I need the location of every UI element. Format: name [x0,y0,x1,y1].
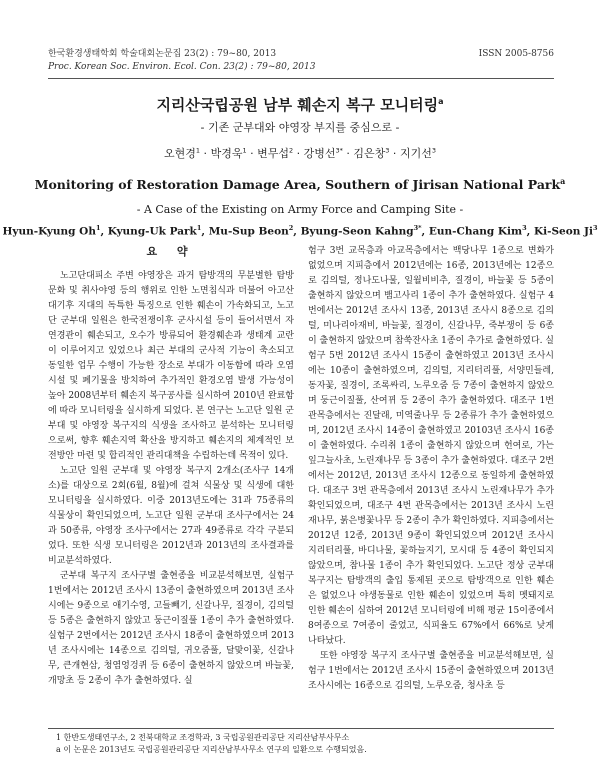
author-name: Hyun-Kyung Oh [2,225,96,238]
title-english-text: Monitoring of Restoration Damage Area, Southern of Jirisan National Park [34,177,561,193]
abstract-heading: 요 약 [146,245,196,258]
authors-english: Hyun-Kyung Oh$^1$, Kyung-Uk Park$^1$, Mu-Sup Beon$^2$, Byung-Seon Kahng$^{3*}$, Eun-Chang Kim$^3$, Ki-Seon Ji$^3$ [2,224,598,238]
authors-korean: 오현경$^1$ · 박경욱$^1$ · 변무섭$^2$ · 강병선$^{3*}$ · 김은창$^3$ · 지기선$^3$ [164,146,436,160]
footnote-affiliations: 1 한반도생태연구소, 2 전북대학교 조경학과, 3 국립공원관리공단 지리산남부사무소 [56,733,350,742]
author-name: Mu-Sup Beon [208,225,289,238]
title-korean-footnote-mark: a [438,97,444,106]
author-affiliation-mark: 3* [335,146,343,155]
author-name: 오현경 [164,147,196,160]
author-name: Byung-Seon Kahng [300,225,414,238]
author-affiliation-mark: 3 [431,146,436,155]
abstract-paragraph: 노고단대피소 주변 야영장은 과거 탐방객의 무분별한 탐방문화 및 취사야영 등의 행위로 인한 노면침식과 더불어 아고산대기후 지대의 독특한 특징으로 인한 훼손이 가속화되고, 노고단 군부대 일원은 한국전쟁이후 군사시설 등이 들어서면서 자연경관이 훼손되고, 오수가 방류되어 환경훼손과 생태계 교란이 이루어지고 있었으나 최근 부대의 군사적 기능이 축소되고 동일한 업무 수행이 가능한 장소로 부대가 이동함에 따라 오염시설 및 폐기물을 방치하여 추가적인 환경오염 발생 가능성이 높아 2008년부터 훼손지 복구공사를 실시하여 2010년 완료함에 따라 모니터링을 실시하게 되었다. 본 연구는 노고단 일원 군부대 및 야영장 복구지의 식생을 조사하고 분석하는 모니터링으로써, 향후 훼손지역 확산을 방지하고 훼손지의 체계적인 보전방안 마련 및 합리적인 관리대책을 수립하는데 목적이 있다. [48,271,294,461]
author-name: 변무섭 [257,147,289,160]
title-english [0,176,600,192]
author-affiliation-mark: 1 [242,146,247,155]
footnote-funding: a 이 논문은 2013년도 국립공원관리공단 지리산남부사무소 연구의 일환으로 수행되었음. [56,745,367,754]
author-affiliation-mark: 3 [385,146,390,155]
issn-label: ISSN 2005-8756 [478,49,554,59]
journal-header [48,48,554,74]
footnotes [56,732,367,756]
author-name: 강병선 [303,147,336,160]
abstract-paragraph: 험구 3번 교목층과 아교목층에서는 백당나무 1종으로 변화가 없었으며 지피층에서 2012년에는 16종, 2013년에는 12종으로 김의털, 정나도나물, 일월비비추, 질경이, 바늘꽃 등 5종이 출현하지 않았으며 뱀고사리 1종이 추가 출현하였다. 실험구 4번에서는 2012년 조사시 13종, 2013년 조사시 8종으로 김의털, 미나리아재비, 바늘꽃, 질경이, 신갈나무, 죽부쟁이 등 6종이 출현하지 않았으며 참쑥잔사초 1종이 추가로 출현하였다. 실험구 5번 2012년 조사시 15종이 출현하였고 2013년 조사시에는 10종이 출현하였으며, 김의털, 지리터리풀, 서양민들레, 동자꽃, 질경이, 조록싸리, 노루오줌 등 7종이 출현하지 않았으며 둥근이질풀, 산여뀌 등 2종이 추가 출현하였다. 대조구 1번 관목층에서는 진달래, 미역줄나무 등 2종류가 추가 출현하였으며, 2012년 조사시 14종이 출현하였고 20103년 조사시 16종이 출현하였다. 수리취 1종이 출현하지 않았으며 헌여로, 가는잎그늘사초, 노린재나무 등 3종이 추가 출현하였다. 대조구 2번에서는 2012년, 2013년 조사시 12종으로 동일하게 출현하였다. 대조구 3번 관목층에서 2013년 조사시 노린재나무가 추가 확인되었으며, 대조구 4번 관목층에서는 2013년 조사시 노린재나무, 붉은병꽃나무 등 2종이 추가 확인하였다. 지피층에서는 2012년 12종, 2013년 9종이 확인되었으며 2012년 조사시 지리터리풀, 바디나물, 꽃하늘지기, 모시대 등 4종이 확인되지 않았으며, 참나물 1종이 추가 확인되었다. 노고단 정상 군부대 복구지는 탐방객의 출입 통제된 곳으로 탐방객으로 인한 훼손은 없었으나 야생동물로 인한 훼손이 있었으며 특히 멧돼지로 인한 훼손이 심하여 2012년 모니터링에 비해 평균 15이종에서 8여종으로 7여종이 줄었고, 식피율도 67%에서 66%로 낮게 나타났다. [308,246,554,646]
subtitle-english: - A Case of the Existing on Army Force and Camping Site - [136,203,464,216]
subtitle-korean: - 기존 군부대와 야영장 부지를 중심으로 - [200,121,400,134]
author-affiliation-mark: 1 [196,224,202,232]
author-name: 김은창 [353,147,386,160]
author-name: 박경욱 [210,147,243,160]
title-korean-text: 지리산국립공원 남부 훼손지 복구 모니터링 [156,96,439,114]
abstract-paragraph: 또한 야영장 복구지 조사구별 출현종을 비교분석해보면, 실험구 1번에서는 2012년 조사시 15종이 출현하였으며 2013년 조사시에는 16종으로 김의털, 노루오줌, 청사초 등 [308,651,554,691]
title-english-footnote-mark: a [560,176,566,186]
abstract-paragraph: 노고단 일원 군부대 및 야영장 복구지 2개소(조사구 14개소)를 대상으로 2회(6월, 8월)에 걸쳐 식물상 및 식생에 대한 모니터링을 실시하였다. 이중 2013년도에는 31과 75종류의 식물상이 확인되었으며, 노고단 일원 군부대 조사구에서는 24과 50종류, 야영장 조사구에서는 27과 49종류로 각각 구분되었다. 또한 식생 모니터링은 2012년과 2013년의 조사결과를 비교분석하였다. [48,466,294,566]
author-affiliation-mark: 1 [95,224,101,232]
journal-citation-kr: 한국환경생태학회 학술대회논문집 23(2) : 79~80, 2013 [48,49,277,59]
journal-citation-en: Proc. Korean Soc. Environ. Ecol. Con. 23(2) : 79~80, 2013 [48,62,316,72]
author-name: 지기선 [399,147,432,160]
author-affiliation-mark: 2 [288,146,294,155]
author-name: Kyung-Uk Park [107,225,197,238]
author-affiliation-mark: 1 [195,146,201,155]
author-affiliation-mark: 3* [413,224,422,232]
author-name: Eun-Chang Kim [428,225,523,238]
author-affiliation-mark: 2 [288,224,294,232]
title-korean [0,94,600,115]
footnote-rule [48,728,554,729]
header-rule [48,78,554,79]
abstract-left-column [48,244,294,689]
abstract-paragraph: 군부대 복구지 조사구별 출현종을 비교분석해보면, 실험구 1번에서는 2012년 조사시 13종이 출현하였으며 2013년 조사시에는 9종으로 애기수영, 고들빼기, 신갈나무, 질경이, 김의털 등 5종은 출현하지 않았고 둥근이질풀 1종이 추가 출현하였다. 실험구 2번에서는 2012년 조사시 18종이 출현하였으며 2013년 조사시에는 14종으로 김의털, 귀오줌풀, 달맞이꽃, 신갈나무, 큰개현삼, 청염엉겅퀴 등 6종이 출현하지 않았으며 바늘꽃, 개망초 등 2종이 추가 출현하였다. 실 [48,571,294,686]
author-affiliation-mark: 3 [522,224,527,232]
abstract-right-column [308,244,554,694]
author-name: Ki-Seon Ji [533,225,593,238]
author-affiliation-mark: 3 [592,224,598,232]
